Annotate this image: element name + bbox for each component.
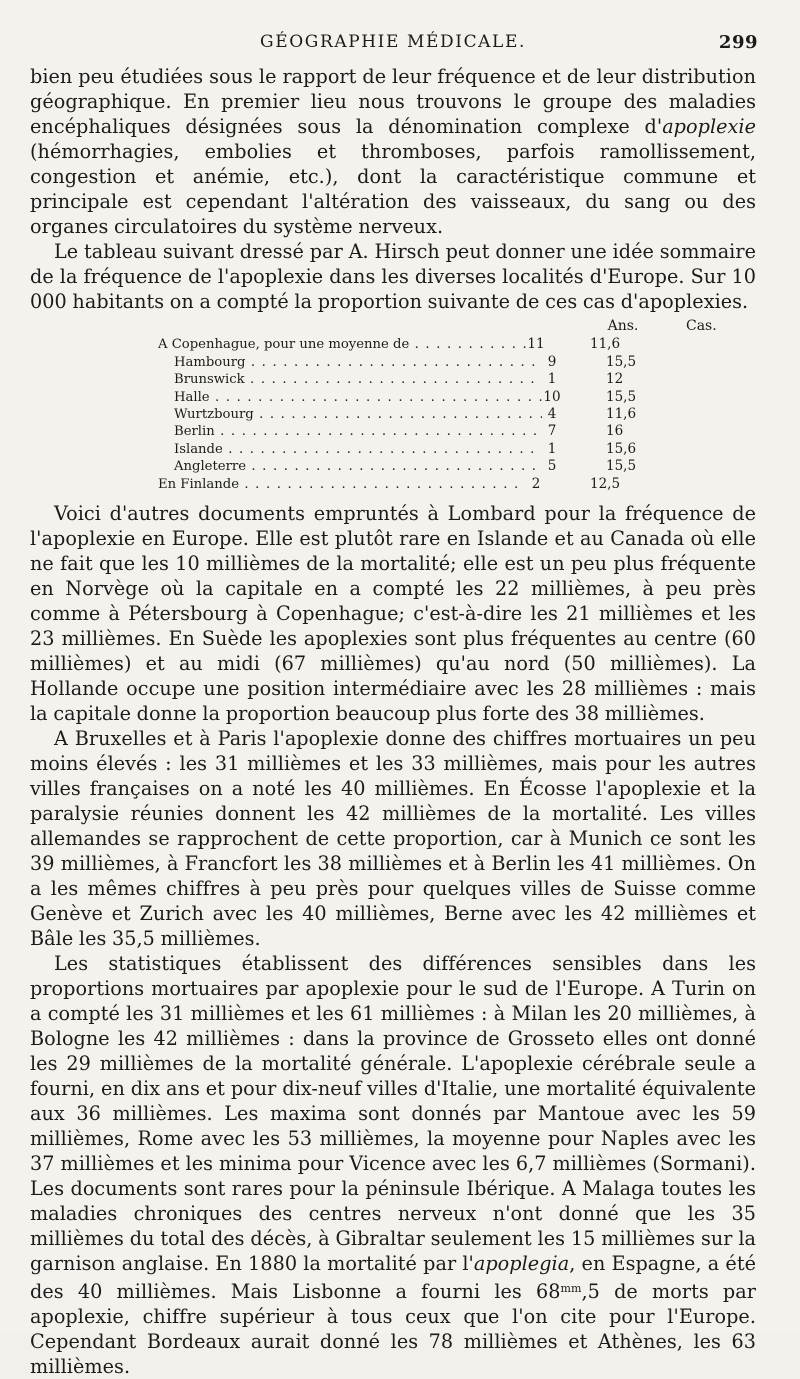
table-cell-city: Brunswick . . . [158,372,542,388]
paragraph-1-text-a: bien peu étudiées sous le rapport de leur fréquence et de leur distribution géographique. En premier lieu nous trouvons le groupe des maladies encéphaliques désignées sous la dénomination complexe d' [30,65,756,138]
paragraph-lombard-documents: Voici d'autres documents empruntés à Lombard pour la fréquence de l'apoplexie en Europe. Elle est plutôt rare en Islande et au Canada où elle ne fait que les 10 millièmes de la mortalité; elle est un peu plus fréquente en Norvège où la capitale en a compté les 22 millièmes, à peu près comme à Pétersbourg à Copenhague; c'est-à-dire les 21 millièmes et les 23 millièmes. En Suède les apoplexies sont plus fréquentes au centre (60 millièmes) et au midi (67 millièmes) qu'au nord (50 millièmes). La Hollande occupe une position intermédiaire avec les 28 millièmes : mais la capitale donne la proportion beaucoup plus forte des 38 millièmes. [30,502,756,726]
paragraph-5-text-a: Les statistiques établissent des différences sensibles dans les proportions mortuaires par apoplexie pour le sud de l'Europe. A Turin on a compté les 31 millièmes et les 61 millièmes : à Milan les 20 millièmes, à Bologne les 42 millièmes : dans la province de Grosseto elles ont donné les 29 millièmes de la mortalité générale. L'apoplexie cérébrale seule a fourni, en dix ans et pour dix-neuf villes d'Italie, une mortalité équivalente aux 36 millièmes. Les maxima sont donnés par Mantoue avec les 59 millièmes, Rome avec les 53 millièmes, la moyenne pour Naples avec les 37 millièmes et les minima pour Vicence avec les 6,7 millièmes (Sormani). Les documents sont rares pour la péninsule Ibérique. A Malaga toutes les maladies chroniques des centres nerveux n'ont donné que les 35 millièmes du total des décès, à Gibraltar seulement les 15 millièmes sur la garnison anglaise. En 1880 la mortalité par l' [30,952,756,1276]
paragraph-1-italic-term: apoplexie [662,115,756,138]
paragraph-brussels-paris: A Bruxelles et à Paris l'apoplexie donne des chiffres mortuaires un peu moins élevés : les 31 millièmes et les 33 millièmes, mais pour les autres villes françaises on a noté les 40 millièmes. En Écosse l'apoplexie et la paralysie réunies donnent les 42 millièmes de la mortalité. Les villes allemandes se rapprochent de cette proportion, car à Munich ce sont les 39 millièmes, à Francfort les 38 millièmes et à Berlin les 41 millièmes. On a les mêmes chiffres à peu près pour quelques villes de Suisse comme Genève et Zurich avec les 40 millièmes, Berne avec les 42 millièmes et Bâle les 35,5 millièmes. [30,727,756,951]
table-cell-ans: 11 [527,336,545,353]
table-cell-cas: 11,6 [606,406,637,423]
table-cell-cas: 15,5 [606,458,637,475]
paragraph-5-text-c: ,5 de morts par apoplexie, chiffre supérieur à tous ceux que l'on cite pour l'Europe. Cependant Bordeaux aurait donné les 78 millièmes et Athènes, les 63 millièmes. [30,1280,756,1379]
table-cell-city: Hambourg . . . [158,355,542,371]
running-title: GÉOGRAPHIE MÉDICALE. [260,32,526,52]
table-cell-ans: 4 [547,406,557,423]
table-row [30,406,756,423]
table-header-row [30,318,756,334]
paragraph-5-text-b: , en Espagne, a été des 40 millièmes. Mais Lisbonne a fourni les 68 [30,1252,756,1304]
table-cell-cas: 12 [606,371,624,388]
table-cell-ans: 9 [547,353,557,370]
table-cell-city: Islande . . . [158,442,542,458]
page-header [30,28,756,60]
paragraph-hirsch-table-intro: Le tableau suivant dressé par A. Hirsch peut donner une idée sommaire de la fréquence de l'apoplexie dans les diverses localités d'Europe. Sur 10 000 habitants on a compté la proportion suivante de ces cas d'apoplexies. [30,240,756,313]
table-cell-city: Angleterre . . . [158,459,542,475]
page-number: 299 [718,32,758,53]
table-cell-city: Halle . . . [158,390,542,406]
apoplexy-frequency-table [30,318,756,493]
table-cell-city: En Finlande . . . [158,477,526,493]
table-cell-cas: 16 [606,423,624,440]
table-cell-city: Berlin . . . [158,424,542,440]
table-cell-ans: 10 [543,388,561,405]
table-row [30,371,756,388]
paragraph-5-superscript: mm [560,1282,582,1296]
table-row [30,441,756,458]
table-row [30,476,756,493]
table-cell-cas: 15,5 [606,388,637,405]
table-row [30,423,756,440]
table-cell-ans: 2 [531,475,541,492]
table-cell-cas: 12,5 [590,475,621,492]
column-header-ans: Ans. [607,318,639,334]
column-header-cas: Cas. [686,318,717,334]
paragraph-encephalic-diseases [30,64,756,239]
table-cell-ans: 5 [547,458,557,475]
table-cell-ans: 7 [547,423,557,440]
paragraph-southern-europe [30,951,756,1379]
table-cell-cas: 15,6 [606,440,637,457]
table-cell-cas: 11,6 [590,336,621,353]
table-row [30,336,756,353]
table-cell-cas: 15,5 [606,353,637,370]
table-cell-ans: 1 [547,371,557,388]
paragraph-5-italic-term: apoplegia [473,1252,570,1276]
paragraph-1-text-b: (hémorrhagies, embolies et thromboses, parfois ramollissement, congestion et anémie, etc.), dont la caractéristique commune et principale est cependant l'altération des vaisseaux, du sang ou des organes circulatoires du système nerveux. [30,140,756,238]
table-cell-ans: 1 [547,440,557,457]
table-row [30,389,756,406]
table-row [30,354,756,371]
table-row [30,458,756,475]
table-cell-city: A Copenhague, pour une moyenne de . . . [158,337,526,353]
table-cell-city: Wurtzbourg . . . [158,407,542,423]
